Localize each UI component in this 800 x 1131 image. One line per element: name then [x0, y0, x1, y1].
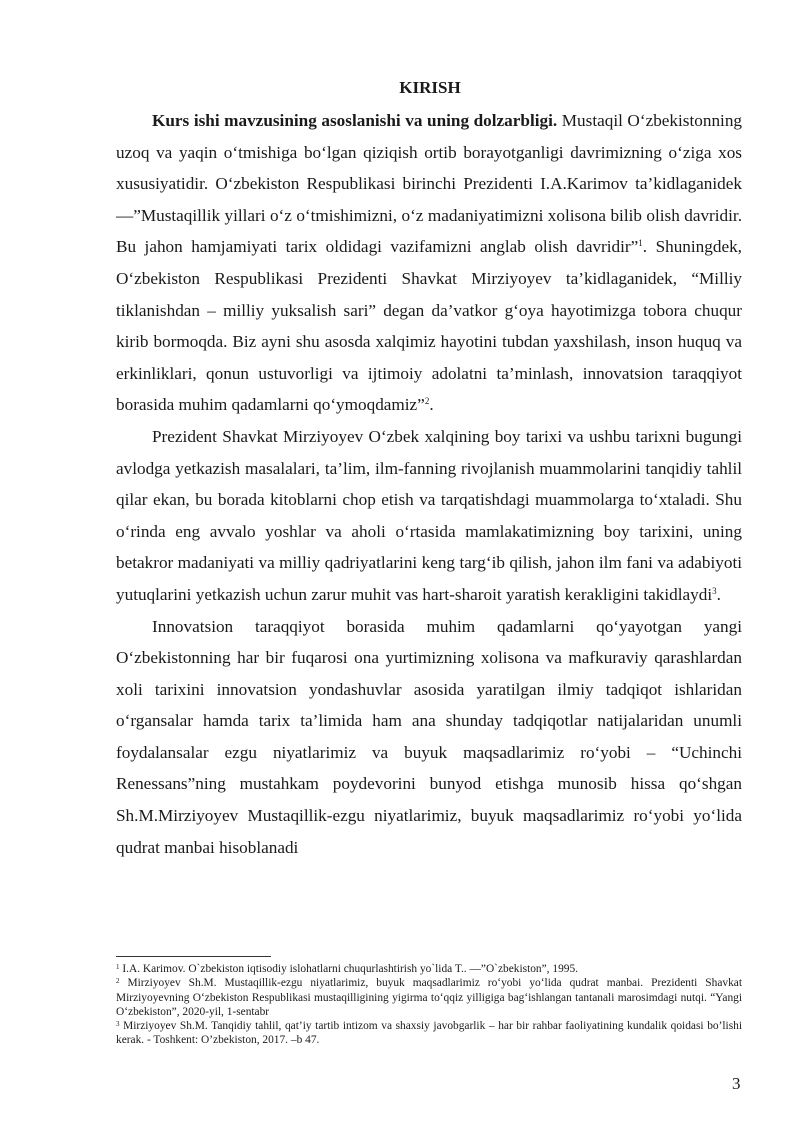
footnote-text: I.A. Karimov. O`zbekiston iqtisodiy islohatlarni chuqurlashtirish yo`lida T.. ―”O`zbekiston”, 1995.: [122, 963, 579, 975]
footnotes: [116, 962, 742, 1048]
footnote-ref[interactable]: 1: [638, 238, 643, 249]
paragraph-3: [116, 611, 742, 864]
paragraph-text: .: [716, 584, 721, 604]
page-number: 3: [732, 1074, 741, 1093]
paragraph-text: Innovatsion taraqqiyot borasida muhim qadamlarni qo‘yayotgan yangi O‘zbekistonning har bir fuqarosi ona yurtimizning xolisona va mafkuraviy qarashlardan xoli tarixini innovatsion yondashuvlar asosida yaratilgan ilmiy tadqiqot ishlaridan o‘rgansalar hamda tarix ta’limida ham ana shunday tadqiqotlar natijalaridan unumli foydalansalar ezgu niyatlarimiz va buyuk maqsadlarimiz ro‘yobi – “Uchinchi Renessans”ning mustahkam poydevorini bunyod etishga munosib hissa qo‘shgan Sh.M.Mirziyoyev Mustaqillik-ezgu niyatlarimiz, buyuk maqsadlarimiz ro‘yobi yo‘lida qudrat manbai hisoblanadi: [116, 616, 742, 857]
footnote-text: Mirziyoyev Sh.M. Tanqidiy tahlil, qat’iy tartib intizom va shaxsiy javobgarlik – har bir rahbar faoliyatining kundalik qoidasi bo’lishi kerak. - Toshkent: O’zbekiston, 2017. –b 47.: [116, 1020, 742, 1047]
paragraph-2: [116, 421, 742, 611]
paragraph-text: Prezident Shavkat Mirziyoyev O‘zbek xalqining boy tarixi va ushbu tarixni bugungi avlodga yetkazish masalalari, ta’lim, ilm-fanning rivojlanish muammolarini tanqidiy tahlil qilar ekan, bu borada kitoblarni chop etish va tarqatishdagi muammolarga to‘xtaladi. Shu o‘rinda eng avvalo yoshlar va aholi o‘rtasida mamlakatimizning boy tarixini, uning betakror madaniyati va milliy qadriyatlarini keng targ‘ib qilish, jahon ilm fani va adabiyoti yutuqlarini yetkazish uchun zarur muhit vas hart-sharoit yaratish kerakligini takidlaydi: [116, 426, 742, 604]
paragraph-text: Mustaqil O‘zbekistonning uzoq va yaqin o‘tmishiga bo‘lgan qiziqish ortib borayotganligi davrimizning o‘ziga xos xususiyatidir. O‘zbekiston Respublikasi birinchi Prezidenti I.A.Karimov ta’kidlaganidek ―”Mustaqillik yillari o‘z o‘tmishimizni, o‘z madaniyatimizni xolisona bilib olish davridir. Bu jahon hamjamiyati tarix oldidagi vazifamizni anglab olish davridir”: [116, 111, 743, 257]
paragraph-text: . Shuningdek, O‘zbekiston Respublikasi Prezidenti Shavkat Mirziyoyev ta’kidlaganidek, “Milliy tiklanishdan – milliy yuksalish sari” degan da’vatkor g‘oya hayotimizga tobora chuqur kirib bormoqda. Biz ayni shu asosda xalqimiz hayotini tubdan yaxshilash, inson huquq va erkinliklari, qonun ustuvorligi va ijtimoiy adolatni ta’minlash, innovatsion taraqqiyot borasida muhim qadamlarni qo‘ymoqdamiz”: [116, 237, 742, 415]
footnote-divider: [116, 956, 271, 957]
section-heading: KIRISH: [399, 78, 461, 97]
footnote-item: [116, 1019, 742, 1048]
paragraph-lead: Kurs ishi mavzusining asoslanishi va uning dolzarbligi.: [152, 111, 558, 130]
footnote-item: [116, 962, 742, 976]
footnote-text: Mirziyoyev Sh.M. Mustaqillik-ezgu niyatlarimiz, buyuk maqsadlarimiz ro‘yobi yo‘lida qudrat manbai. Prezidenti Shavkat Mirziyoyevning O‘zbekiston Respublikasi mustaqilligining yigirma to‘qqiz yilligiga bag‘ishlangan tantanali marosimdagi nutqi. “Yangi O‘zbekiston”, 2020-yil, 1-sentabr: [116, 977, 742, 1018]
footnote-number: 2: [116, 977, 120, 986]
paragraph-text: .: [429, 395, 434, 415]
footnote-number: 3: [116, 1020, 120, 1029]
footnote-item: [116, 976, 742, 1019]
footnote-ref[interactable]: 2: [424, 396, 430, 407]
body-text: [116, 105, 742, 863]
footnote-number: 1: [116, 963, 120, 971]
footnote-ref[interactable]: 3: [712, 585, 717, 596]
paragraph-1: [116, 105, 742, 421]
